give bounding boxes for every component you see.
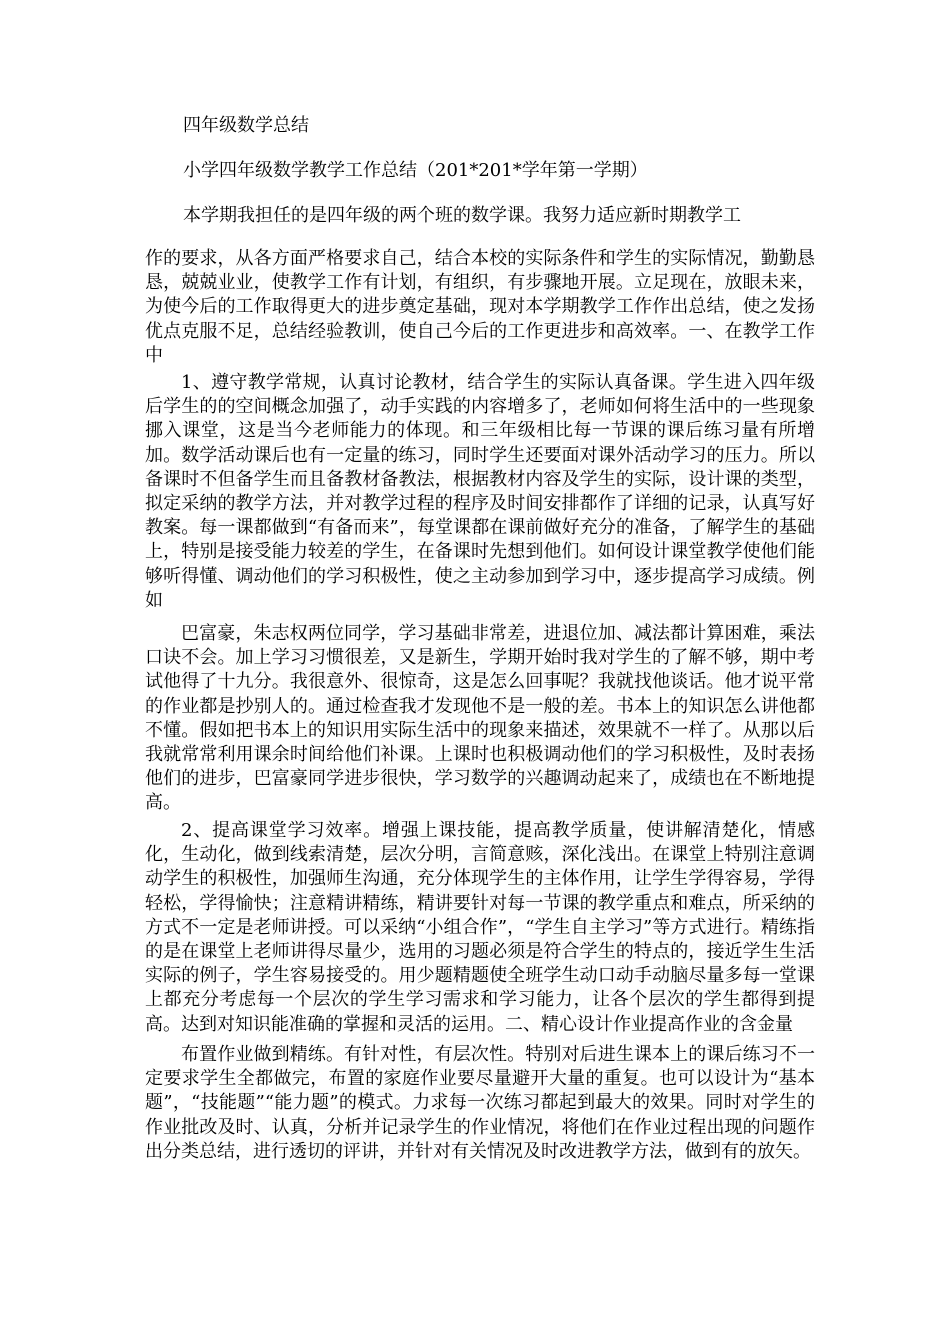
paragraph-lesson-prep: 1、遵守教学常规，认真讨论教材，结合学生的实际认真备课。学生进入四年级后学生的的空间概念加强了，动手实践的内容增多了，老师如何将生活中的一些现象挪入课堂，这是当今老师能力的体现。和三年级相比每一节课的课后练习量有所增加。数学活动课后也有一定量的练习，同时学生还要面对课外活动学习的压力。所以备课时不但备学生而且备教材备教法，根据教材内容及学生的实际，设计课的类型，拟定采纳的教学方法，并对教学过程的程序及时间安排都作了详细的记录，认真写好教案。每一课都做到“有备而来”，每堂课都在课前做好充分的准备，了解学生的基础上，特别是接受能力较差的学生，在备课时先想到他们。如何设计课堂教学使他们能够听得懂、调动他们的学习积极性，使之主动参加到学习中，逐步提高学习成绩。例如 bbox=[145, 372, 815, 611]
paragraph-classroom-efficiency: 2、提高课堂学习效率。增强上课技能，提高教学质量，使讲解清楚化，情感化，生动化，做到线索清楚，层次分明，言简意赅，深化浅出。在课堂上特别注意调动学生的积极性，加强师生沟通，充分体现学生的主体作用，让学生学得容易，学得轻松，学得愉快；注意精讲精练，精讲要针对每一节课的教学重点和难点，所采纳的方式不一定是老师讲授。可以采纳“小组合作”，“学生自主学习”等方式进行。精练指的是在课堂上老师讲得尽量少，选用的习题必须是符合学生的特点的，接近学生生活实际的例子，学生容易接受的。用少题精题使全班学生动口动手动脑尽量多每一堂课上都充分考虑每一个层次的学生学习需求和学习能力，让各个层次的学生都得到提高。达到对知识能准确的掌握和灵活的运用。二、精心设计作业提高作业的含金量 bbox=[145, 820, 815, 1035]
document-title: 四年级数学总结 bbox=[183, 115, 309, 136]
paragraph-intro-continued: 作的要求，从各方面严格要求自己，结合本校的实际条件和学生的实际情况，勤勤恳恳，兢兢业业，使教学工作有计划，有组织，有步骤地开展。立足现在，放眼未来，为使今后的工作取得更大的进步奠定基础，现对本学期教学工作作出总结，使之发扬优点克服不足，总结经验教训，使自己今后的工作更进步和高效率。一、在教学工作中 bbox=[145, 248, 815, 366]
paragraph-homework: 布置作业做到精练。有针对性，有层次性。特别对后进生课本上的课后练习不一定要求学生全都做完，布置的家庭作业要尽量避开大量的重复。也可以设计为“基本题”，“技能题”“能力题”的模式。力求每一次练习都起到最大的效果。同时对学生的作业批改及时、认真，分析并记录学生的作业情况，将他们在作业过程出现的问题作出分类总结，进行透切的评讲，并针对有关情况及时改进教学方法，做到有的放矢。 bbox=[145, 1044, 815, 1162]
intro-lead-line: 本学期我担任的是四年级的两个班的数学课。我努力适应新时期教学工 bbox=[183, 205, 741, 226]
paragraph-student-example: 巴富豪，朱志权两位同学，学习基础非常差，进退位加、减法都计算困难，乘法口诀不会。加上学习习惯很差，又是新生，学期开始时我对学生的了解不够，期中考试他得了十九分。我很意外、很惊奇，这是怎么回事呢？我就找他谈话。他才说平常的作业都是抄别人的。通过检查我才发现他不是一般的差。书本上的知识怎么讲他都不懂。假如把书本上的知识用实际生活中的现象来描述，效果就不一样了。从那以后我就常常利用课余时间给他们补课。上课时也积极调动他们的学习积极性，及时表扬他们的进步，巴富豪同学进步很快，学习数学的兴趣调动起来了，成绩也在不断地提高。 bbox=[145, 623, 815, 814]
document-subtitle: 小学四年级数学教学工作总结（201*201*学年第一学期） bbox=[183, 160, 648, 181]
